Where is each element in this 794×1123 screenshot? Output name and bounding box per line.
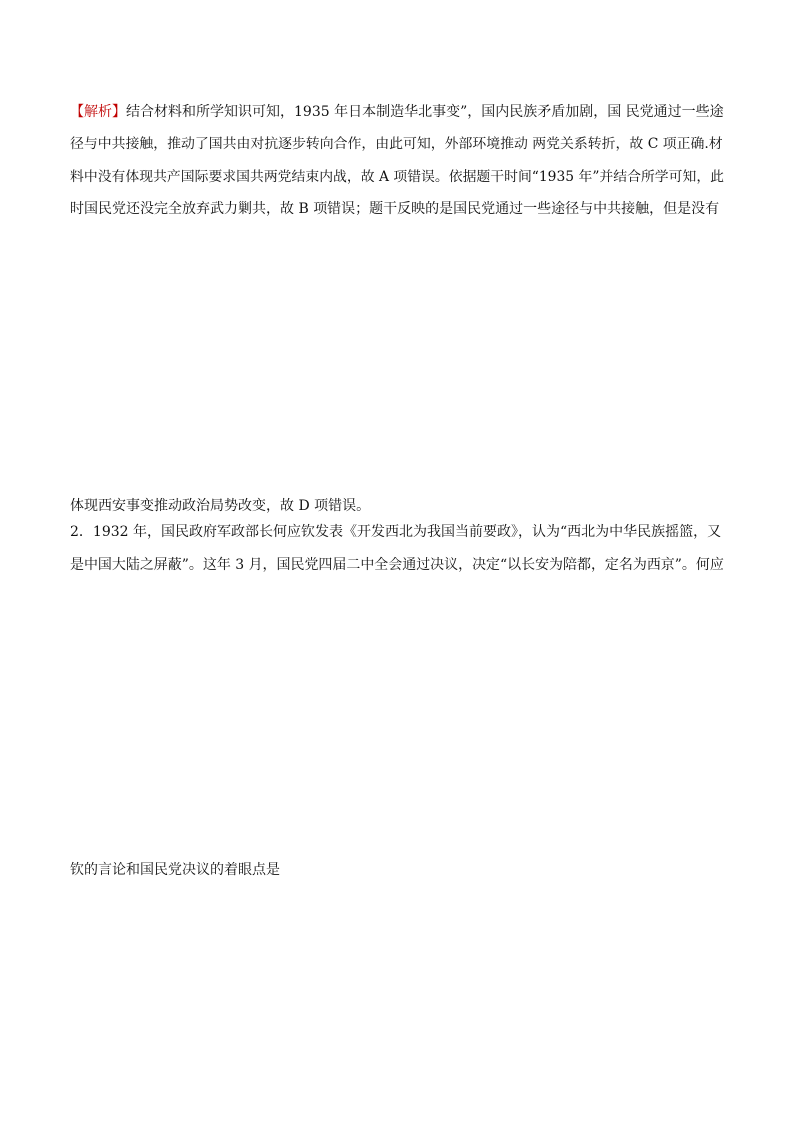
analysis-tag: 【解析】 [70,104,126,120]
question-2-line-3: 钦的言论和国民党决议的着眼点是 [70,862,280,878]
analysis-line-3: 料中没有体现共产国际要求国共两党结束内战，故 A 项错误。依据题干时间“1935 年”并结合所学可知，此 [70,169,725,185]
analysis-line-5: 体现西安事变推动政治局势改变，故 D 项错误。 [70,498,371,514]
analysis-line-2: 径与中共接触，推动了国共由对抗逐步转向合作，由此可知，外部环境推动 两党关系转折，故 C 项正确.材 [70,136,723,152]
analysis-line-1 [70,102,724,122]
analysis-line-1-text: 结合材料和所学知识可知，1935 年日本制造华北事变”，国内民族矛盾加剧，国 民党通过一些途 [126,104,724,120]
analysis-line-4: 时国民党还没完全放弃武力剿共，故 B 项错误；题干反映的是国民党通过一些途径与中共接触，但是没有 [70,201,720,217]
question-2-line-2: 是中国大陆之屏蔽”。这年 3 月，国民党四届二中全会通过决议，决定“以长安为陪都，定名为西京”。何应 [70,557,724,573]
question-2-line-1: 2．1932 年，国民政府军政部长何应钦发表《开发西北为我国当前要政》，认为“西北为中华民族摇篮，又 [70,524,722,540]
